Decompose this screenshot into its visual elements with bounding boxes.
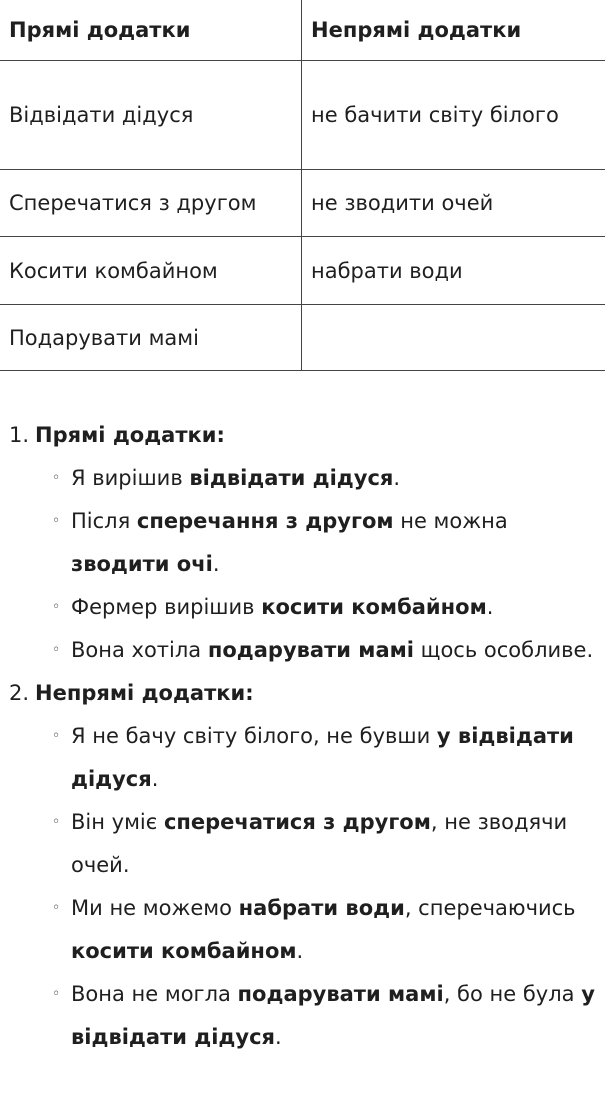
table-cell: Сперечатися з другом xyxy=(0,170,302,237)
section-direct xyxy=(0,414,605,672)
sentence-text: . xyxy=(275,1025,282,1049)
table-row xyxy=(0,61,605,170)
sentence-text: Я вирішив xyxy=(71,466,190,490)
bullet-icon: ◦ xyxy=(52,728,61,744)
sentence-text: Вона не могла xyxy=(71,982,238,1006)
example-sentences xyxy=(0,414,605,1059)
section-heading xyxy=(0,414,605,457)
list-item xyxy=(0,887,605,973)
list-item xyxy=(0,629,605,672)
bullet-icon: ◦ xyxy=(52,900,61,916)
highlighted-phrase: відвідати дідуся xyxy=(189,466,394,490)
section-heading xyxy=(0,672,605,715)
table-row xyxy=(0,305,605,371)
sentence-text: не можна xyxy=(393,509,508,533)
sentence-text: . xyxy=(151,767,159,791)
sentence-list xyxy=(0,715,605,1059)
section-indirect xyxy=(0,672,605,1059)
table-cell: набрати води xyxy=(302,237,605,305)
highlighted-phrase: набрати води xyxy=(238,896,405,920)
sentence-text: щось особливе. xyxy=(414,638,594,662)
bullet-icon: ◦ xyxy=(52,986,61,1002)
highlighted-phrase: косити комбайном xyxy=(71,939,297,963)
highlighted-phrase: подарувати мамі xyxy=(237,982,444,1006)
section-number: 1. xyxy=(9,423,30,447)
sentence-list xyxy=(0,457,605,672)
bullet-icon: ◦ xyxy=(52,599,61,615)
sentence-text: , бо не була xyxy=(443,982,582,1006)
section-number: 2. xyxy=(9,681,30,705)
addenda-table xyxy=(0,0,605,371)
table-header-row xyxy=(0,0,605,61)
sentence-text: . xyxy=(212,552,220,576)
list-item xyxy=(0,586,605,629)
table-cell: Відвідати дідуся xyxy=(0,61,302,170)
highlighted-phrase: у відвідати дідуся xyxy=(71,982,595,1049)
table-row xyxy=(0,237,605,305)
sentence-text: , сперечаючись xyxy=(404,896,576,920)
header-direct: Прямі додатки xyxy=(0,0,302,61)
highlighted-phrase: подарувати мамі xyxy=(207,638,414,662)
table-cell xyxy=(302,305,605,371)
section-title: Прямі додатки: xyxy=(35,423,225,447)
section-title: Непрямі додатки: xyxy=(35,681,254,705)
bullet-icon: ◦ xyxy=(52,814,61,830)
highlighted-phrase: сперечання з другом xyxy=(136,509,394,533)
sentence-text: Фермер вирішив xyxy=(71,595,262,619)
list-item xyxy=(0,715,605,801)
sentence-text: . xyxy=(296,939,304,963)
table-row xyxy=(0,170,605,237)
header-indirect: Непрямі додатки xyxy=(302,0,605,61)
table-cell: Подарувати мамі xyxy=(0,305,302,371)
table-cell: не бачити світу білого xyxy=(302,61,605,170)
sentence-text: Ми не можемо xyxy=(71,896,239,920)
sentence-text: . xyxy=(393,466,401,490)
highlighted-phrase: косити комбайном xyxy=(261,595,487,619)
list-item xyxy=(0,801,605,887)
bullet-icon: ◦ xyxy=(52,642,61,658)
sentence-text: Вона хотіла xyxy=(71,638,208,662)
bullet-icon: ◦ xyxy=(52,470,61,486)
list-item xyxy=(0,500,605,586)
sentence-text: . xyxy=(486,595,494,619)
table-cell: Косити комбайном xyxy=(0,237,302,305)
list-item xyxy=(0,973,605,1059)
sentence-text: , не зводячи очей. xyxy=(71,810,568,877)
highlighted-phrase: у відвідати дідуся xyxy=(71,724,574,791)
sentence-text: Він уміє xyxy=(71,810,164,834)
table-cell: не зводити очей xyxy=(302,170,605,237)
highlighted-phrase: зводити очі xyxy=(71,552,213,576)
sentence-text: Я не бачу світу білого, не бувши xyxy=(71,724,437,748)
list-item xyxy=(0,457,605,500)
sentence-text: Після xyxy=(71,509,137,533)
highlighted-phrase: сперечатися з другом xyxy=(163,810,431,834)
bullet-icon: ◦ xyxy=(52,513,61,529)
